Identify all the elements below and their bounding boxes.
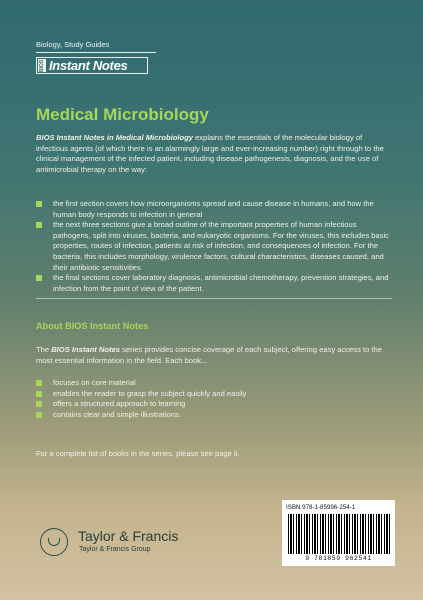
series-logo <box>36 57 148 74</box>
section-divider <box>36 298 392 299</box>
features-bullet-list <box>36 378 392 420</box>
barcode-icon <box>288 514 390 554</box>
divider <box>36 52 156 53</box>
intro-emphasis: BIOS Instant Notes in Medical Microbiology <box>36 133 193 142</box>
list-item: contains clear and simple illustrations. <box>36 410 392 421</box>
isbn-barcode-box <box>282 500 395 566</box>
intro-text: explains the essentials of the molecular biology of infectious agents (of which there is an alarmingly large and ever-increasing number) right through to the clinical management of the infected patient, including disease pathogenesis, diagnosis, and the use of antimicrobial therapy on the way: <box>36 133 384 174</box>
isbn-label: ISBN 978-1-85996-254-1 <box>286 504 356 511</box>
bullet-square-icon <box>36 412 42 418</box>
about-paragraph: The BIOS Instant Notes series provides concise coverage of each subject, offering easy access to the most essential information in the field. Each book... <box>36 345 382 365</box>
list-item: focuses on core material <box>36 378 392 389</box>
book-title: Medical Microbiology <box>36 105 209 124</box>
list-item: the final sections cover laboratory diagnosis, antimicrobial chemotherapy, prevention strategies, and infection from the point of view of the patient. <box>36 273 392 294</box>
category-label: Biology, Study Guides <box>36 40 110 49</box>
series-note: For a complete list of books in the series, please see page ii. <box>36 449 240 458</box>
publisher-name: Taylor & Francis <box>78 528 179 544</box>
bullet-square-icon <box>36 222 42 228</box>
series-logo-text: Instant Notes <box>49 58 128 73</box>
list-item: offers a structured approach to learning <box>36 399 392 410</box>
bullet-square-icon <box>36 401 42 407</box>
about-emphasis: BIOS Instant Notes <box>51 345 120 354</box>
barcode-number: 9 781859 962541 <box>305 555 372 562</box>
publisher-lamp-icon <box>40 528 68 556</box>
content-bullet-list <box>36 199 392 294</box>
list-item: enables the reader to grasp the subject quickly and easily <box>36 389 392 400</box>
bullet-square-icon <box>36 201 42 207</box>
publisher-group: Taylor & Francis Group <box>79 546 151 553</box>
about-heading: About BIOS Instant Notes <box>36 321 149 331</box>
bullet-square-icon <box>36 275 42 281</box>
series-logo-badge: BIOS <box>39 59 45 72</box>
bullet-square-icon <box>36 391 42 397</box>
list-item: the first section covers how microorganisms spread and cause disease in humans, and how the human body responds to infection in general <box>36 199 392 220</box>
intro-paragraph <box>36 133 392 175</box>
list-item: the next three sections give a broad outline of the important properties of human infectious pathogens, split into viruses, bacteria, and eukaryotic organisms. For the viruses, this includes basic properties, routes of infection, patients at risk of infection, and consequences of infection. For the bacteria, this includes morphology, virulence factors, cultural characteristics, diseases caused, and their antibiotic sensitivities <box>36 220 392 273</box>
bullet-square-icon <box>36 380 42 386</box>
